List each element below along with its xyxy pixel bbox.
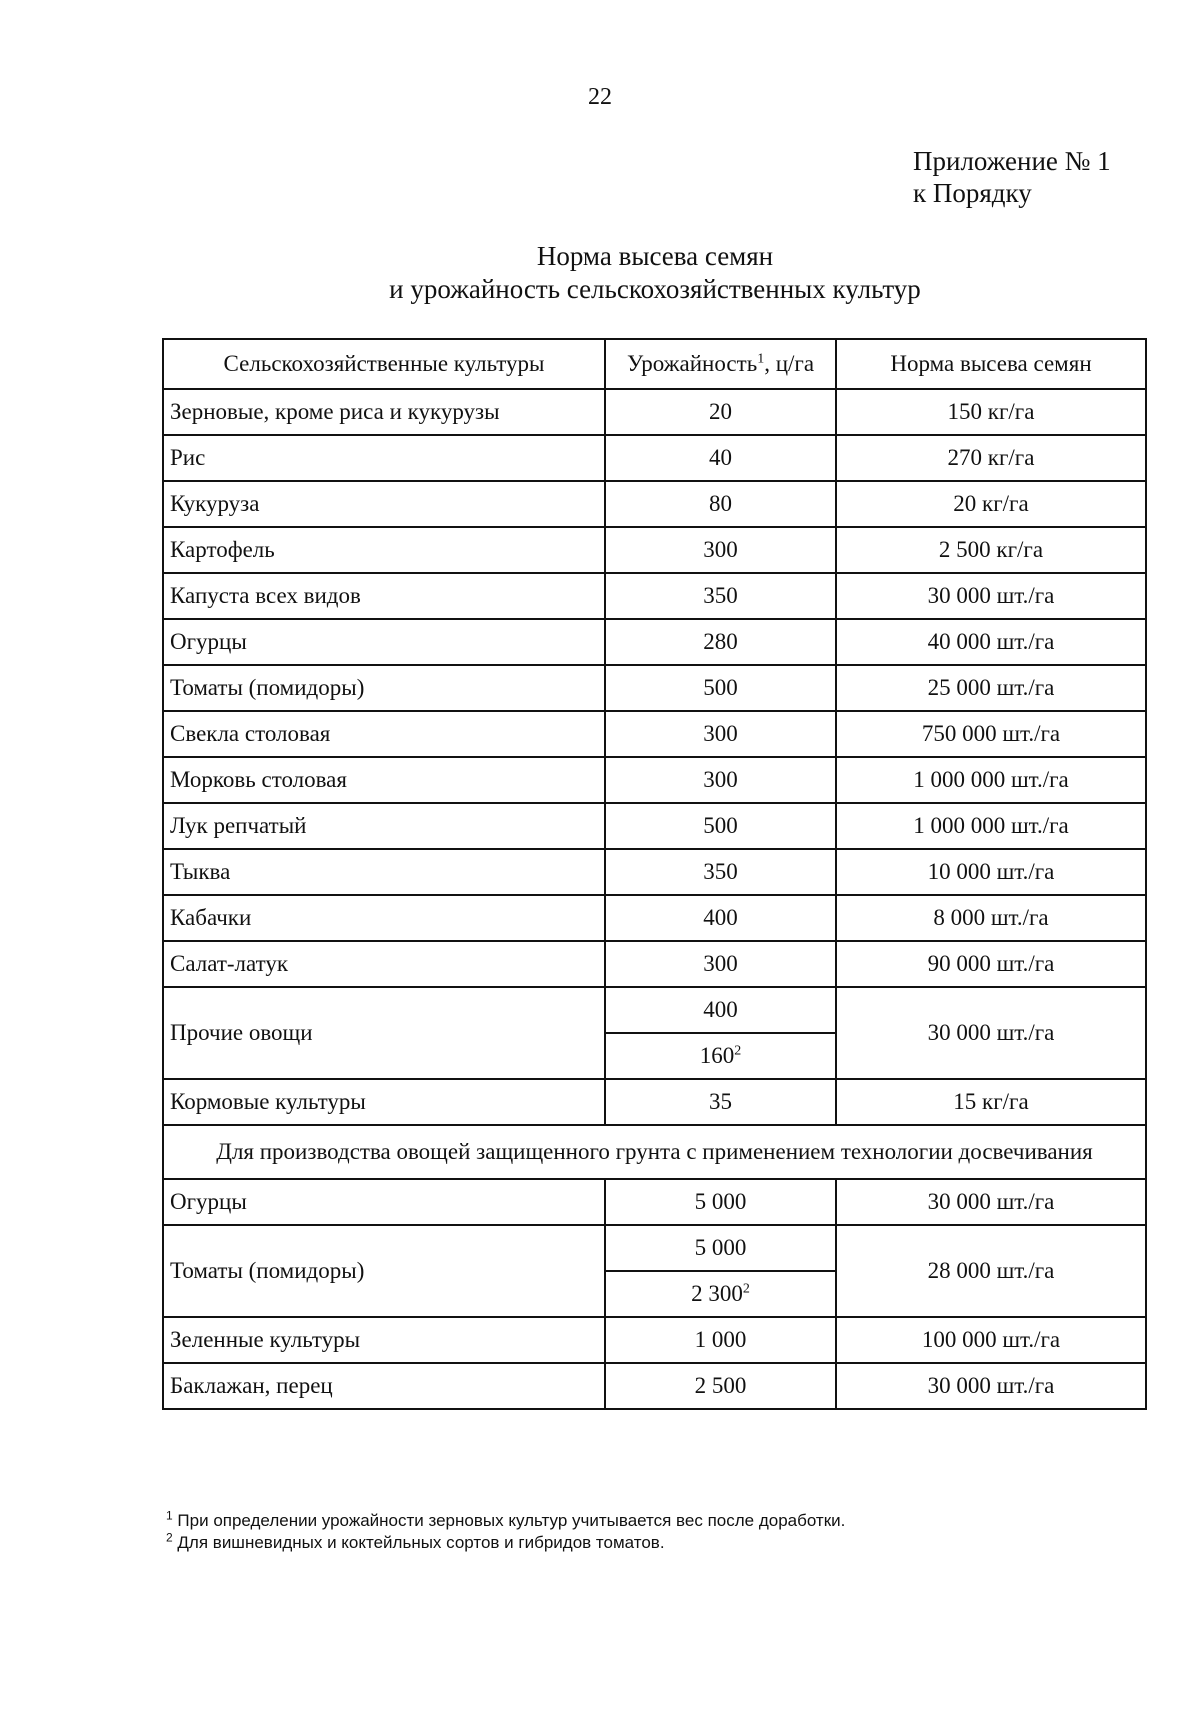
crop-cell: Томаты (помидоры) [163, 1225, 605, 1317]
crop-cell: Свекла столовая [163, 711, 605, 757]
yield-cell: 300 [605, 757, 836, 803]
table-row [163, 573, 1146, 619]
table-row [163, 481, 1146, 527]
crop-cell: Баклажан, перец [163, 1363, 605, 1409]
seed-rate-cell: 10 000 шт./га [836, 849, 1146, 895]
table-row [163, 895, 1146, 941]
page-number: 22 [588, 84, 612, 110]
seed-rate-cell: 150 кг/га [836, 389, 1146, 435]
crop-cell: Кабачки [163, 895, 605, 941]
header-yield-label: Урожайность [626, 351, 758, 376]
yield-cell: 1 000 [605, 1317, 836, 1363]
table-row [163, 803, 1146, 849]
seed-rate-cell: 100 000 шт./га [836, 1317, 1146, 1363]
crop-cell: Лук репчатый [163, 803, 605, 849]
crop-cell: Кукуруза [163, 481, 605, 527]
footnote-2 [166, 1532, 845, 1554]
yield-cell: 40 [605, 435, 836, 481]
crop-cell: Зерновые, кроме риса и кукурузы [163, 389, 605, 435]
yield-cell: 80 [605, 481, 836, 527]
seed-rate-cell: 2 500 кг/га [836, 527, 1146, 573]
crop-cell: Зеленные культуры [163, 1317, 605, 1363]
table-row [163, 1317, 1146, 1363]
crop-cell: Морковь столовая [163, 757, 605, 803]
seed-rate-table [162, 338, 1147, 1410]
crop-cell: Кормовые культуры [163, 1079, 605, 1125]
table-row [163, 527, 1146, 573]
footnote-ref-2: 2 [734, 1043, 742, 1059]
yield-cell: 5 000 [605, 1225, 836, 1271]
table-header-row [163, 339, 1146, 389]
yield-cell: 35 [605, 1079, 836, 1125]
header-seed-rate: Норма высева семян [836, 339, 1146, 389]
footnote-mark: 1 [166, 1508, 173, 1523]
section-header-row [163, 1125, 1146, 1179]
yield-cell [605, 1033, 836, 1079]
title-line-1: Норма высева семян [536, 241, 774, 271]
yield-cell: 350 [605, 573, 836, 619]
yield-cell: 500 [605, 803, 836, 849]
seed-rate-cell: 90 000 шт./га [836, 941, 1146, 987]
yield-value: 160 [699, 1043, 735, 1068]
seed-rate-cell: 270 кг/га [836, 435, 1146, 481]
table-row [163, 1179, 1146, 1225]
appendix-reference [913, 145, 1111, 209]
yield-cell: 280 [605, 619, 836, 665]
header-yield-unit: , ц/га [764, 351, 815, 376]
table-row-other-vegetables [163, 987, 1146, 1033]
seed-rate-cell: 30 000 шт./га [836, 573, 1146, 619]
seed-rate-cell: 40 000 шт./га [836, 619, 1146, 665]
yield-cell: 5 000 [605, 1179, 836, 1225]
seed-rate-cell: 1 000 000 шт./га [836, 757, 1146, 803]
yield-cell [605, 1271, 836, 1317]
table-row [163, 941, 1146, 987]
yield-cell: 300 [605, 941, 836, 987]
table-row [163, 711, 1146, 757]
crop-cell: Томаты (помидоры) [163, 665, 605, 711]
table-row [163, 1363, 1146, 1409]
header-crop: Сельскохозяйственные культуры [163, 339, 605, 389]
table-row [163, 757, 1146, 803]
yield-cell: 300 [605, 527, 836, 573]
footnote-text: Для вишневидных и коктейльных сортов и гибридов томатов. [177, 1533, 665, 1552]
yield-cell: 400 [605, 987, 836, 1033]
table-row [163, 1079, 1146, 1125]
yield-cell: 20 [605, 389, 836, 435]
crop-cell: Огурцы [163, 619, 605, 665]
seed-rate-cell: 30 000 шт./га [836, 987, 1146, 1079]
header-yield [605, 339, 836, 389]
yield-cell: 300 [605, 711, 836, 757]
crop-cell: Тыква [163, 849, 605, 895]
yield-cell: 2 500 [605, 1363, 836, 1409]
yield-cell: 500 [605, 665, 836, 711]
section-header: Для производства овощей защищенного грунта с применением технологии досвечивания [163, 1125, 1146, 1179]
footnote-mark: 2 [166, 1530, 173, 1545]
table-row [163, 389, 1146, 435]
crop-cell: Огурцы [163, 1179, 605, 1225]
seed-rate-cell: 30 000 шт./га [836, 1179, 1146, 1225]
table-row [163, 619, 1146, 665]
seed-rate-cell: 28 000 шт./га [836, 1225, 1146, 1317]
footnote-ref-2: 2 [742, 1281, 750, 1297]
document-title [160, 240, 1150, 306]
seed-rate-cell: 1 000 000 шт./га [836, 803, 1146, 849]
crop-cell: Салат-латук [163, 941, 605, 987]
crop-cell: Рис [163, 435, 605, 481]
seed-rate-cell: 20 кг/га [836, 481, 1146, 527]
table-row [163, 849, 1146, 895]
table-row [163, 435, 1146, 481]
footnote-1 [166, 1510, 845, 1532]
crop-cell: Картофель [163, 527, 605, 573]
yield-cell: 400 [605, 895, 836, 941]
footnotes [166, 1510, 845, 1554]
seed-rate-cell: 750 000 шт./га [836, 711, 1146, 757]
footnote-text: При определении урожайности зерновых культур учитывается вес после доработки. [177, 1511, 846, 1530]
crop-cell: Прочие овощи [163, 987, 605, 1079]
crop-cell: Капуста всех видов [163, 573, 605, 619]
appendix-line-1: Приложение № 1 [913, 146, 1111, 176]
table-row [163, 665, 1146, 711]
yield-value: 2 300 [691, 1281, 743, 1306]
appendix-line-2: к Порядку [913, 178, 1032, 208]
seed-rate-cell: 8 000 шт./га [836, 895, 1146, 941]
table-row-greenhouse-tomatoes [163, 1225, 1146, 1271]
footnote-ref-1: 1 [757, 351, 765, 367]
title-line-2: и урожайность сельскохозяйственных культур [389, 274, 921, 304]
seed-rate-cell: 25 000 шт./га [836, 665, 1146, 711]
seed-rate-cell: 30 000 шт./га [836, 1363, 1146, 1409]
yield-cell: 350 [605, 849, 836, 895]
seed-rate-cell: 15 кг/га [836, 1079, 1146, 1125]
